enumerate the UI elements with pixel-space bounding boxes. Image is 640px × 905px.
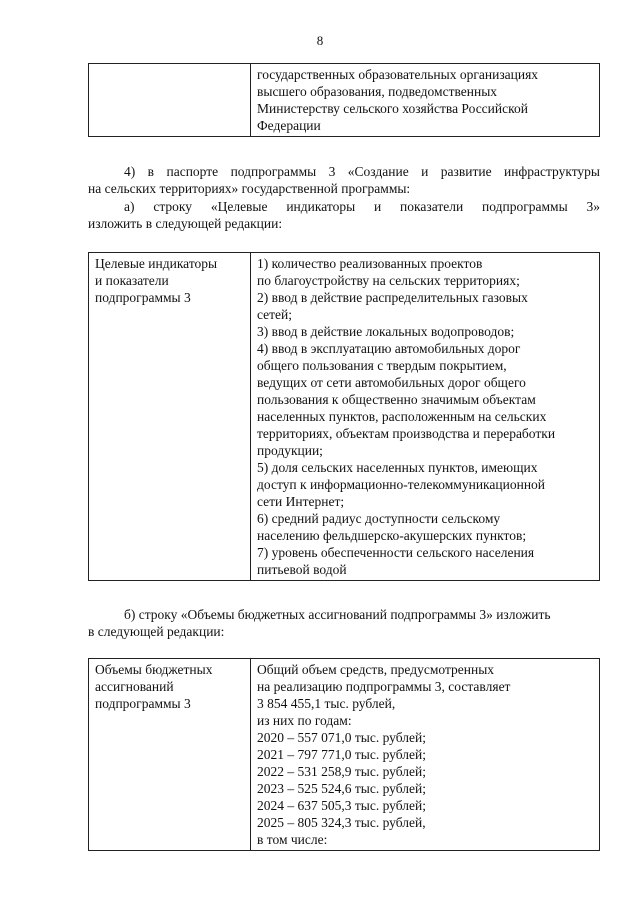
text-line: доступ к информационно-телекоммуникационной — [257, 477, 546, 492]
label-line: ассигнований — [95, 679, 174, 694]
text-line: на реализацию подпрограммы 3, составляет — [257, 679, 511, 694]
text-line: в следующей редакции: — [88, 624, 225, 639]
text-line: 1) количество реализованных проектов — [257, 256, 483, 271]
text-line: населению фельдшерско-акушерских пунктов; — [257, 528, 527, 543]
text-line: 3) ввод в действие локальных водопроводов; — [257, 324, 515, 339]
paragraph-item-4 — [88, 163, 600, 197]
text-line: 2022 – 531 258,9 тыс. рублей; — [257, 764, 426, 779]
text-line: по благоустройству на сельских территориях; — [257, 273, 520, 288]
table-budget-allocations-content — [251, 659, 600, 851]
table-continuation-content — [251, 64, 600, 137]
text-line: населенных пунктов, расположенным на сельских — [257, 409, 547, 424]
text-line: из них по годам: — [257, 713, 352, 728]
text-line: питьевой водой — [257, 562, 347, 577]
text-line: Министерству сельского хозяйства Российской — [257, 101, 528, 116]
text-line: 7) уровень обеспеченности сельского населения — [257, 545, 535, 560]
text-line: Федерации — [257, 118, 321, 133]
page-number: 8 — [316, 33, 324, 48]
text-line: сетей; — [257, 307, 293, 322]
text-line: 4) ввод в эксплуатацию автомобильных дорог — [257, 341, 521, 356]
label-line: подпрограммы 3 — [95, 290, 191, 305]
text-line: ведущих от сети автомобильных дорог общего — [257, 375, 526, 390]
text-line: а) строку «Целевые индикаторы и показатели подпрограммы 3» — [124, 199, 600, 214]
table-continuation-label — [89, 64, 251, 137]
paragraph-item-a — [88, 198, 600, 232]
label-line: Объемы бюджетных — [95, 662, 213, 677]
text-line: в том числе: — [257, 832, 328, 847]
text-line: 2) ввод в действие распределительных газовых — [257, 290, 528, 305]
text-line: 2024 – 637 505,3 тыс. рублей; — [257, 798, 426, 813]
table-target-indicators-content — [251, 253, 600, 581]
text-line: 3 854 455,1 тыс. рублей, — [257, 696, 396, 711]
text-line: 6) средний радиус доступности сельскому — [257, 511, 501, 526]
table-budget-allocations — [88, 658, 600, 851]
text-line: территориях, объектам производства и переработки — [257, 426, 556, 441]
text-line: сети Интернет; — [257, 494, 345, 509]
table-budget-allocations-label — [89, 659, 251, 851]
text-line: государственных образовательных организациях — [257, 67, 539, 82]
text-line: Общий объем средств, предусмотренных — [257, 662, 495, 677]
text-line: 2021 – 797 771,0 тыс. рублей; — [257, 747, 426, 762]
text-line: 2025 – 805 324,3 тыс. рублей, — [257, 815, 426, 830]
text-line: 4) в паспорте подпрограммы 3 «Создание и развитие инфраструктуры — [124, 164, 600, 179]
text-line: общего пользования с твердым покрытием, — [257, 358, 507, 373]
text-line: 2020 – 557 071,0 тыс. рублей; — [257, 730, 426, 745]
table-target-indicators-label — [89, 253, 251, 581]
text-line: продукции; — [257, 443, 323, 458]
text-line: высшего образования, подведомственных — [257, 84, 498, 99]
table-continuation — [88, 63, 600, 137]
text-line: изложить в следующей редакции: — [88, 216, 283, 231]
label-line: подпрограммы 3 — [95, 696, 191, 711]
label-line: Целевые индикаторы — [95, 256, 218, 271]
table-target-indicators — [88, 252, 600, 581]
text-line: 2023 – 525 524,6 тыс. рублей; — [257, 781, 426, 796]
text-line: на сельских территориях» государственной программы: — [88, 181, 411, 196]
text-line: 5) доля сельских населенных пунктов, имеющих — [257, 460, 538, 475]
label-line: и показатели — [95, 273, 169, 288]
text-line: пользования к общественно значимым объектам — [257, 392, 536, 407]
paragraph-item-b — [88, 606, 600, 640]
text-line: б) строку «Объемы бюджетных ассигнований подпрограммы 3» изложить — [124, 607, 551, 622]
